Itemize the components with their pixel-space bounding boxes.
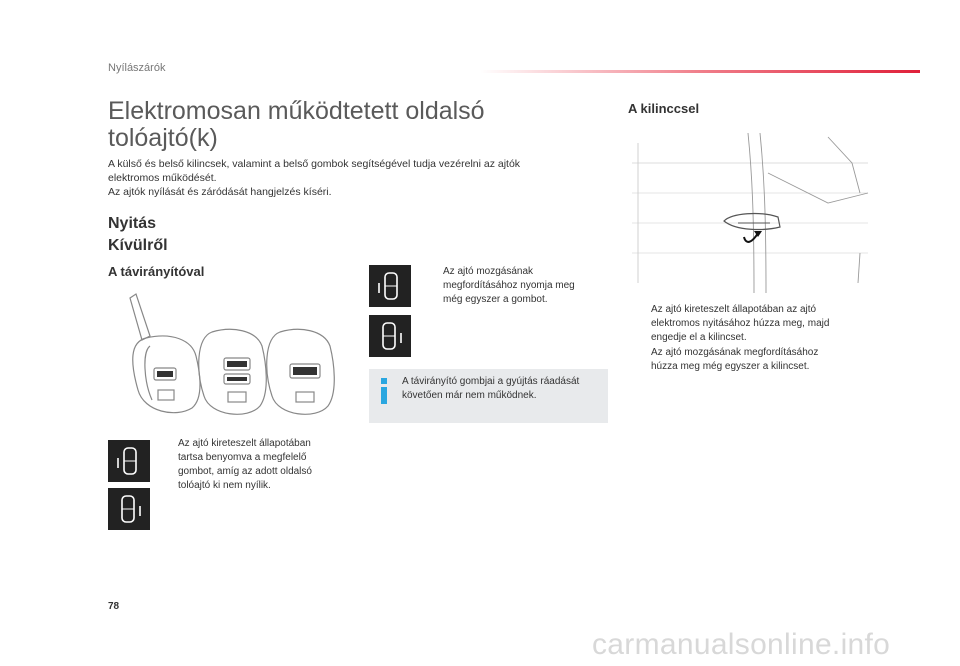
page-title: Elektromosan működtetett oldalsó tolóajtó(k) [108,97,485,152]
handle-instruction-1-text [628,303,888,345]
heading-opening: Nyitás [108,215,157,232]
door-left-svg [108,440,150,482]
heading-outside: Kívülről [108,237,168,254]
handle1-line-1: Az ajtó kireteszelt állapotában az ajtó [651,304,817,315]
intro-line-2: elektromos működését. [108,172,217,184]
handle-instruction-2-text [628,346,888,374]
section-label: Nyílászárók [108,62,166,74]
handle2-line-2: húzza meg még egyszer a kilincset. [651,361,810,372]
info-icon-svg [378,376,390,406]
info-line-2: követően már nem működnek. [402,390,537,401]
door-handle-svg [628,133,870,293]
info-icon [378,376,390,406]
info-text [402,375,606,403]
header-accent-line [480,70,920,73]
door-right-svg [369,315,411,357]
reverse-instruction-text [420,265,610,307]
sliding-door-right-icon [108,488,150,530]
remote-keys-svg [116,292,348,424]
remote-line-2: tartsa benyomva a megfelelő [178,452,307,463]
sliding-door-left-icon [369,265,411,307]
reverse-line-1: Az ajtó mozgásának [443,266,534,277]
handle1-line-2: elektromos nyitásához húzza meg, majd [651,318,830,329]
door-handle-illustration [628,133,870,293]
sliding-door-left-icon [108,440,150,482]
heading-remote: A távirányítóval [108,264,205,279]
reverse-line-2: megfordításához nyomja meg [443,280,575,291]
watermark: carmanualsonline.info [592,628,891,661]
remote-line-3: gombot, amíg az adott oldalsó [178,466,312,477]
remote-instruction [155,437,355,493]
handle1-line-3: engedje el a kilincset. [651,332,747,343]
door-left-svg [369,265,411,307]
page-number: 78 [108,601,120,612]
remote-instruction-text [155,437,355,493]
handle-instruction-2 [628,346,888,374]
intro-line-1: A külső és belső kilincsek, valamint a belső gombok segítségével tudja vezérelni az ajtók [108,158,521,170]
reverse-line-3: még egyszer a gombot. [443,294,548,305]
intro-line-3: Az ajtók nyílását és záródását hangjelzés kíséri. [108,186,332,198]
remote-line-4: tolóajtó ki nem nyílik. [178,480,271,491]
info-line-1: A távirányító gombjai a gyújtás ráadását [402,376,580,387]
remote-keys-illustration [116,292,348,424]
intro-text [108,157,578,199]
door-right-svg [108,488,150,530]
handle2-line-1: Az ajtó mozgásának megfordításához [651,347,819,358]
remote-line-1: Az ajtó kireteszelt állapotában [178,438,311,449]
handle-instruction-1 [628,303,888,345]
heading-handle: A kilinccsel [628,101,700,116]
reverse-instruction [420,265,610,307]
sliding-door-right-icon [369,315,411,357]
